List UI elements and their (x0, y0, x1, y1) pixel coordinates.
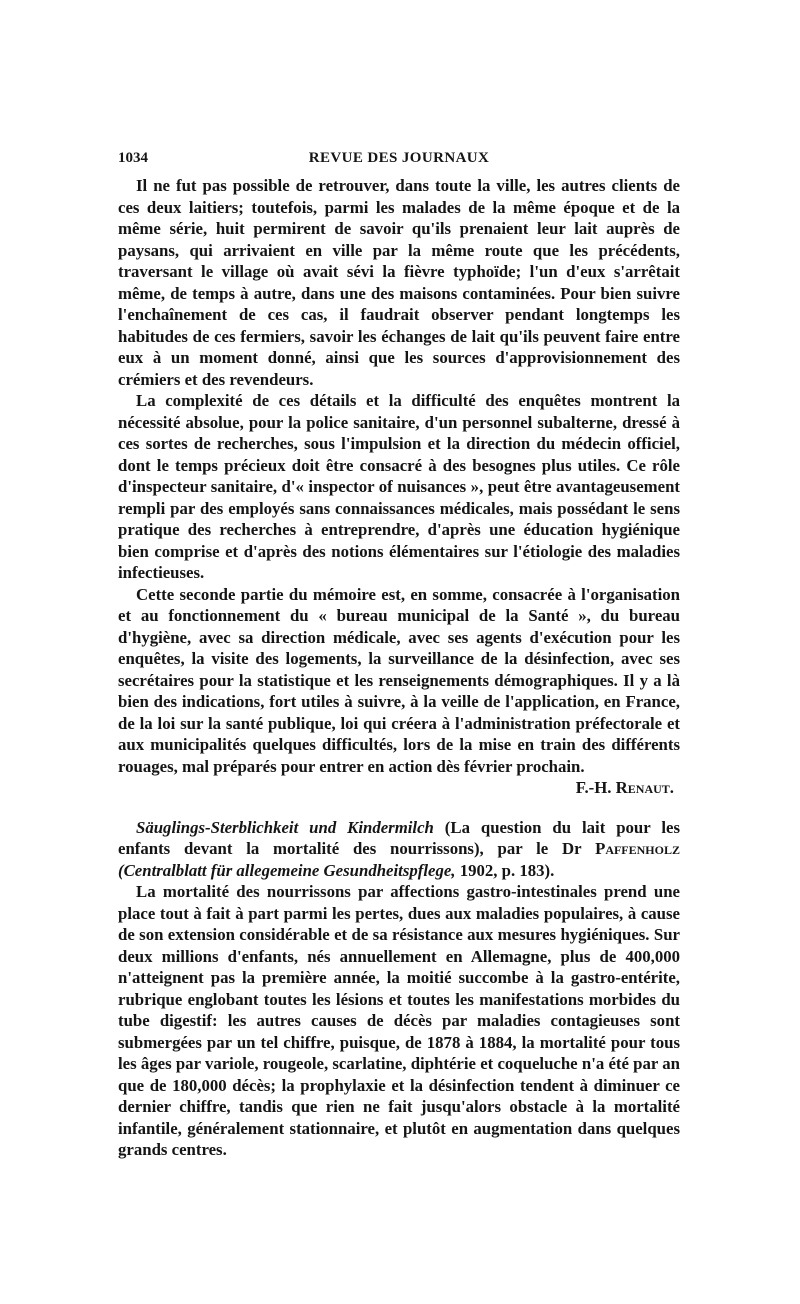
page-header (118, 150, 680, 170)
review-separator-space (118, 799, 680, 817)
page-body (118, 175, 680, 1161)
review-1-paragraph-3-text: Cette seconde partie du mémoire est, en somme, consacrée à l'organisation et au fonctionnement du « bureau municipal de la Santé », du bureau d'hygiène, avec sa direction médicale, avec ses agents d'exécution pour les enquêtes, la visite des logements, la surveillance de la désinfection, avec ses secrétaires pour la statistique et les renseignements démographiques. Il y a là bien des indications, fort utiles à suivre, à la veille de l'application, en France, de la loi sur la santé publique, loi qui créera à l'administration préfectorale et aux municipalités quelques difficultés, lors de la mise en train des différents rouages, mal préparés pour entrer en action dès février prochain. (118, 584, 680, 776)
review-1-paragraph-2: La complexité de ces détails et la difficulté des enquêtes montrent la nécessité absolue, pour la police sanitaire, d'un personnel subalterne, dressé à ces sortes de recherches, sous l'impulsion et la direction du médecin officiel, dont le temps précieux doit être consacré à des besognes plus utiles. Ce rôle d'inspecteur sanitaire, d'« inspector of nuisances », peut être avantageusement rempli par des employés sans connaissances médicales, mais possédant le sens pratique des recherches à entreprendre, d'après une éducation hygiénique bien comprise et d'après des notions élémentaires sur l'étiologie des maladies infectieuses. (118, 391, 680, 582)
review-2-title-de: Säuglings-Sterblichkeit und Kindermilch (136, 817, 434, 837)
review-1-paragraph-1: Il ne fut pas possible de retrouver, dans toute la ville, les autres clients de ces deux laitiers; toutefois, parmi les malades de la même époque et de la même série, huit permirent de savoir qu'ils prenaient leur lait auprès de paysans, qui arrivaient en ville par la même route que les précédents, traversant le village où avait sévi la fièvre typhoïde; l'un d'eux s'arrêtait même, de temps à autre, dans une des maisons contaminées. Pour bien suivre l'enchaînement de ces cas, il faudrait observer pendant longtemps les habitudes de ces fermiers, savoir les échanges de lait qu'ils peuvent faire entre eux à un moment donné, ainsi que les sources d'approvisionnement des crémiers et des revendeurs. (118, 176, 680, 389)
running-title: REVUE DES JOURNAUX (308, 150, 490, 166)
review-1-signature: F.-H. Renaut. (575, 778, 674, 797)
review-2-author-title: Dr (562, 839, 582, 858)
review-2-citation-end: 1902, p. 183). (459, 860, 555, 880)
review-2-journal: (Centralblatt für allegemeine Gesundheitspflege, (118, 860, 456, 880)
journal-page (118, 0, 680, 1304)
review-2-paragraph: La mortalité des nourrissons par affections gastro-intestinales prend une place tout à fait à part parmi les pertes, dues aux maladies populaires, à cause de son extension considérable et de sa résistance aux mesures hygiéniques. Sur deux millions d'enfants, nés annuellement en Allemagne, plus de 400,000 n'atteignent pas la première année, la moitié succombe à la gastro-entérite, rubrique englobant toutes les lésions et toutes les manifestations morbides du tube digestif: les autres causes de décès par maladies contagieuses sont submergées par un tel chiffre, puisque, de 1878 à 1884, la mortalité pour tous les âges par variole, rougeole, scarlatine, diphtérie et coqueluche n'a été par an que de 180,000 décès; la prophylaxie et la désinfection tendent à diminuer ce dernier chiffre, tandis que rien ne fait jusqu'alors obstacle à la mortalité infantile, généralement stationnaire, et plutôt en augmentation dans quelques grands centres. (118, 882, 680, 1159)
review-2-author-name: Paffenholz (595, 839, 680, 858)
page-number: 1034 (118, 150, 148, 166)
review-2-title-fr: (La question du lait pour les enfants devant la mortalité des nourrissons), par le (118, 817, 680, 858)
review-1-paragraph-3 (118, 584, 680, 799)
review-2-heading (118, 817, 680, 882)
